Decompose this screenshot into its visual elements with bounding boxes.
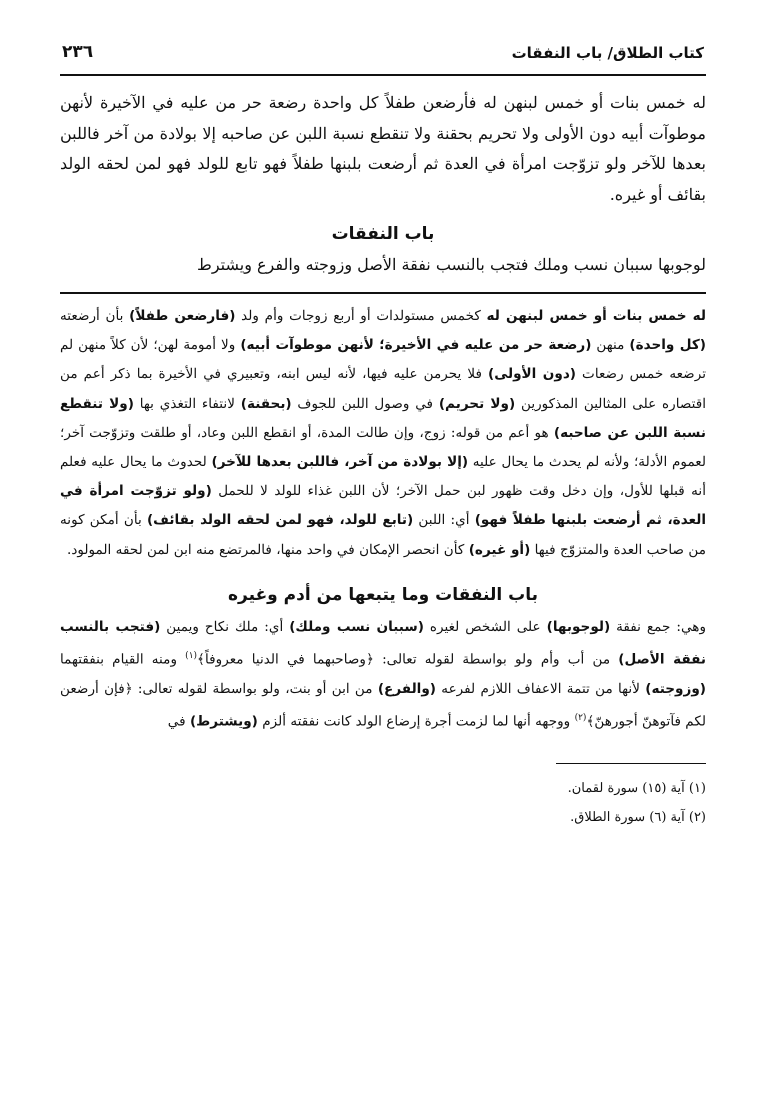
footnote-item: (٢) آية (٦) سورة الطلاق.: [570, 809, 706, 825]
sharh-text: فلا يحرمن عليه فيها، لأنه ليس ابنه، وتعبيري في الأخيرة بما ذكر أعم من اقتصاره على المثالين المذكورين: [60, 366, 706, 412]
sharh-text: على الشخص لغيره: [423, 618, 547, 635]
matn-quote: له خمس بنات أو خمس لبنهن له: [486, 308, 707, 324]
matn-quote: (ويشترط): [189, 713, 258, 730]
footnote-item: (١) آية (١٥) سورة لقمان.: [567, 780, 706, 796]
sharh-paragraph-2: [60, 613, 706, 737]
running-title: كتاب الطلاق/ باب النفقات: [511, 44, 704, 62]
sharh-text: لانتفاء التغذي بها: [133, 395, 241, 412]
sharh-text: ومنه القيام بنفقتهما: [60, 651, 186, 668]
sharh-text: بأن أرضعته: [60, 308, 130, 324]
sharh-text: من ابن أو بنت، ولو بواسطة لقوله تعالى: ﴿فإن أرضعن لكم فآتوهنّ أجورهنّ﴾: [60, 680, 706, 730]
matn-quote: (ولا تحريم): [438, 395, 516, 412]
page-number: ٢٣٦: [62, 42, 94, 62]
section-heading-nafaqat-sharh: باب النفقات وما يتبعها من أدم وغيره: [228, 584, 538, 605]
sharh-text: لحدوث ما يحال عليه فعلم أنه قبلها للأول، وإن دخل وقت ظهور لبن حمل الآخر؛ لأن اللبن غذاء للولد لا للحمل: [60, 454, 706, 500]
matn-quote: (والفرع): [377, 680, 436, 697]
sharh-text: في: [167, 713, 190, 730]
sharh-text: أي: ملك نكاح ويمين: [160, 618, 290, 635]
matn-quote: (وزوجته): [645, 680, 706, 697]
footnote-ref: (٢): [574, 712, 587, 723]
sharh-text: هو أعم من قوله: زوج، وإن طالت المدة، أو انقطع اللبن وعاد، أو طلقت وتزوّجت آخر؛ لعموم الأدلة؛ ولأنه لم يحدث ما يحال عليه: [60, 424, 707, 471]
matn-quote: (ولو تزوّجت امرأة في العدة، ثم أرضعت بلبنها طفلاً فهو): [60, 483, 706, 529]
matn-quote: (بحقنة): [240, 395, 292, 412]
matn-quote: (كل واحدة): [629, 337, 706, 354]
matn-paragraph: له خمس بنات أو خمس لبنهن له فأرضعن طفلاً كل واحدة رضعة حر من عليه في الآخيرة لأنهن موطوآت أبيه دون الأولى ولا تحريم بحقنة ولا تنقطع نسبة اللبن عن صاحبه إلا بولادة من آخر فاللبن بعدها للآخر ولو تزوّجت امرأة في العدة ثم أرضعت بلبنها طفلاً فهو تابع للولد فهو لمن لحقه الولد بقائف أو غيره.: [60, 93, 706, 204]
matn-paragraph-nafaqat: لوجوبها سببان نسب وملك فتجب بالنسب نفقة الأصل وزوجته والفرع ويشترط: [197, 255, 706, 274]
matn-quote: (أو غيره): [468, 541, 531, 558]
matn-quote: (فارضعن طفلاً): [129, 308, 236, 324]
matn-quote: (تابع للولد، فهو لمن لحقه الولد بقائف): [146, 512, 414, 529]
book-page: [60, 36, 706, 832]
matn-quote: (فتجب بالنسب نفقة الأصل): [60, 618, 706, 668]
matn-quote: (ولا تنقطع نسبة اللبن عن صاحبه): [60, 395, 706, 441]
sharh-text: منهن: [591, 337, 630, 354]
sharh-text: ولا أمومة لهن؛ لأن كلاً منهن لم ترضعه خمس رضعات: [60, 337, 706, 383]
matn-quote: (رضعة حر من عليه في الأخيرة؛ لأنهن موطوآت أبيه): [240, 337, 592, 354]
matn-quote: (إلا بولادة من آخر، فاللبن بعدها للآخر): [211, 454, 469, 471]
footnote-ref: (١): [185, 651, 198, 662]
sharh-text: أي: اللبن: [413, 512, 475, 529]
sharh-text: بأن أمكن كونه من صاحب العدة والمتزوّج فيها: [60, 512, 706, 558]
page-header: [60, 36, 706, 76]
matn-quote: (لوجوبها): [546, 618, 611, 635]
sharh-text: وهي: جمع نفقة: [610, 618, 707, 635]
matn-quote: (دون الأولى): [488, 366, 577, 383]
sharh-text: لأنها من تتمة الاعفاف اللازم لفرعه: [436, 680, 646, 697]
sharh-text: في وصول اللبن للجوف: [291, 395, 439, 412]
sharh-text: كأن انحصر الإمكان في واحد منها، فالمرتضع منه ابن لمن لحقه المولود.: [67, 541, 469, 558]
sharh-text: كخمس مستولدات أو أربع زوجات وأم ولد: [235, 308, 487, 324]
matn-sharh-divider: [60, 292, 706, 294]
footnotes: [60, 774, 706, 832]
sharh-text: من أب وأم ولو بواسطة لقوله تعالى: ﴿وصاحبهما في الدنيا معروفاً﴾: [197, 651, 619, 668]
sharh-paragraph-1: [60, 302, 706, 565]
matn-quote: (سببان نسب وملك): [289, 618, 424, 635]
sharh-text: ووجهه أنها لما لزمت أجرة إرضاع الولد كانت نفقته ألزم: [257, 713, 575, 730]
section-heading-nafaqat: باب النفقات: [331, 224, 435, 244]
footnote-divider: [556, 763, 706, 764]
